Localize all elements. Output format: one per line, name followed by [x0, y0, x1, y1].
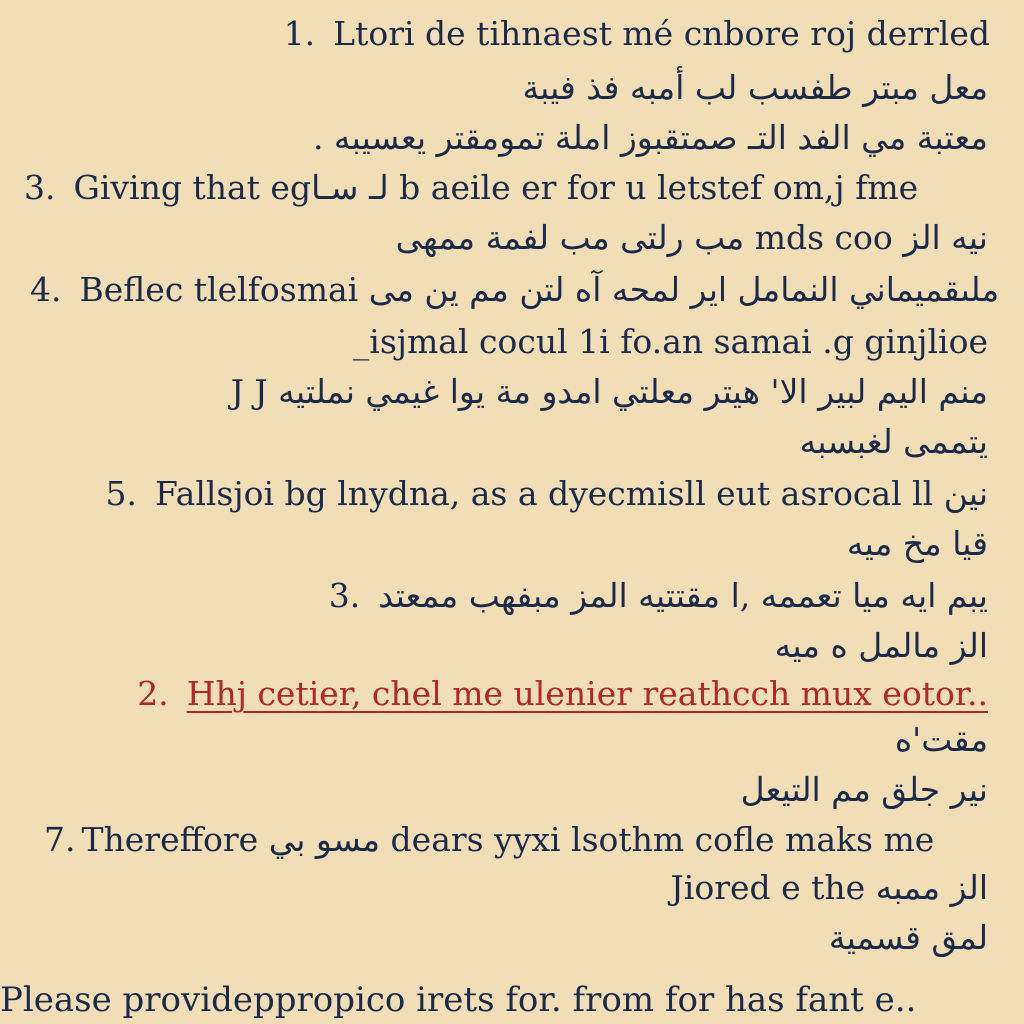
list-text: Fallsjoi bg lnydna, as a dyecmisll eut asrocal ll نين: [154, 474, 988, 513]
list-text: Ltori de tihnaest mé cnbore roj derrled: [333, 14, 990, 53]
list-item-3: [24, 166, 918, 210]
list-item-7: [44, 818, 934, 862]
list-item-1: [284, 12, 990, 56]
arabic-line-2: [313, 116, 988, 160]
list-text: Beflec tlelfosmai ملىقميماني النمامل ایر لمحه آه لتن مم ین مى: [79, 270, 1000, 309]
list-text: Hhj cetier, chel me ulenier reathcch mux eotor..: [186, 674, 988, 713]
arabic-line-7: [895, 718, 988, 762]
list-text: Thereffore مسو بي dears yyxi lsothm cofle maks me: [81, 820, 935, 859]
list-number: 3.: [24, 168, 56, 207]
list-text: Giving that egلـ سـا b aeile er for u letstef om,j fme: [73, 168, 919, 207]
arabic-line-6: [775, 624, 988, 668]
list-text: الز مالمل ه ميه: [774, 626, 988, 665]
arabic-line-9: [829, 916, 988, 960]
list-text: Jiored e the الز ممبه: [670, 868, 988, 907]
list-text: يبم ايه ميا تعممه ,ا مقتتيه المز مبفهب ممعتد: [378, 576, 988, 615]
arabic-line-5: [847, 522, 988, 566]
list-number: 4.: [30, 270, 62, 309]
list-number: 1.: [283, 14, 316, 53]
list-text: يتممى لغبسبه: [799, 422, 988, 461]
list-number: 2.: [137, 674, 169, 713]
mixed-line-3: [671, 866, 988, 910]
footer-text: Please provideppropico irets for. from for has fant e..: [0, 980, 917, 1020]
list-item-4: [30, 268, 999, 312]
list-item-2-highlighted: [137, 672, 988, 716]
arabic-line-8: [741, 768, 988, 812]
list-number: 5.: [105, 474, 137, 513]
arabic-line-4: [800, 420, 988, 464]
list-item-5: [105, 472, 988, 516]
list-text: معتبة مي الفد التـ صمتقبوز املة تمومقتر يعسيبه .: [312, 118, 988, 157]
list-text: منم اليم لبير الا' هيتر معلتي امدو مة يوا غيمي نملتيه J J: [230, 372, 988, 411]
arabic-line-3: [231, 370, 988, 414]
list-text: مقت'ه: [894, 720, 988, 759]
list-text: لمق قسمية: [828, 918, 988, 957]
list-number: 7.: [44, 820, 76, 859]
list-text: نير جلق مم التيعل: [740, 770, 988, 809]
mixed-line-2: [353, 320, 988, 364]
list-number: 3.: [328, 576, 361, 615]
mixed-line-1: [396, 216, 988, 260]
arabic-line-1: [522, 66, 988, 110]
list-text: نيه الز mds coo مب رلتى مب لفمة ممهى: [395, 218, 988, 257]
list-text: _isjmal cocul 1i fo.an samai .g ginjlioe: [352, 322, 988, 361]
list-text: معل مبتر طفسب لب أمبه فذ فيبة: [522, 68, 988, 107]
list-item-3b: [329, 574, 988, 618]
list-text: قيا مخ ميه: [846, 524, 988, 563]
